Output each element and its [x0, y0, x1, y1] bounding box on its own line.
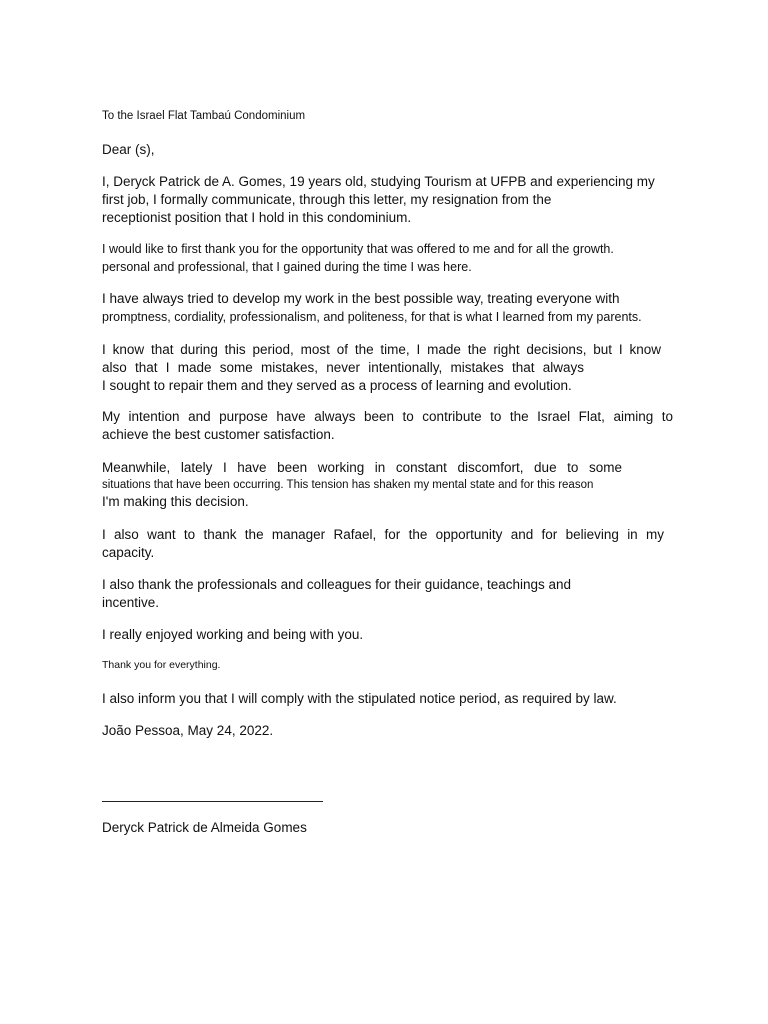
- salutation-text: Dear (s),: [102, 142, 155, 157]
- paragraph-4-line-3: I sought to repair them and they served as a process of learning and evolution.: [102, 378, 572, 393]
- paragraph-6-line-2: situations that have been occurring. This tension has shaken my mental state and for this reason: [102, 479, 594, 491]
- paragraph-7-line-2: capacity.: [102, 545, 155, 560]
- paragraph-10: [102, 658, 220, 672]
- paragraph-4-line-1: I know that during this period, most of the time, I made the right decisions, but I know: [102, 342, 661, 357]
- paragraph-6-line-3: I'm making this decision.: [102, 494, 249, 509]
- paragraph-1-line-1: I, Deryck Patrick de A. Gomes, 19 years old, studying Tourism at UFPB and experiencing my: [102, 174, 655, 189]
- paragraph-7-line-1: I also want to thank the manager Rafael, for the opportunity and for believing in my: [102, 527, 664, 542]
- paragraph-5-line-1: My intention and purpose have always been to contribute to the Israel Flat, aiming to: [102, 409, 673, 424]
- paragraph-1-line-3: receptionist position that I hold in this condominium.: [102, 210, 412, 225]
- paragraph-7: [102, 526, 664, 562]
- paragraph-9: [102, 626, 363, 644]
- paragraph-1: [102, 173, 655, 227]
- signature-line: [102, 801, 323, 802]
- signature-name-text: Deryck Patrick de Almeida Gomes: [102, 820, 307, 835]
- paragraph-10-text: Thank you for everything.: [102, 659, 221, 671]
- paragraph-3: [102, 290, 642, 326]
- signature-name: [102, 819, 307, 837]
- paragraph-4-line-2: also that I made some mistakes, never intentionally, mistakes that always: [102, 360, 584, 375]
- paragraph-4: [102, 341, 664, 395]
- paragraph-2-line-1: I would like to first thank you for the opportunity that was offered to me and for all the growth.: [102, 242, 614, 256]
- paragraph-8-line-1: I also thank the professionals and colleagues for their guidance, teachings and: [102, 577, 572, 592]
- paragraph-3-line-1: I have always tried to develop my work in the best possible way, treating everyone with: [102, 291, 620, 306]
- place-date: [102, 722, 273, 740]
- paragraph-1-line-2: first job, I formally communicate, through this letter, my resignation from the: [102, 192, 552, 207]
- paragraph-6-line-1: Meanwhile, lately I have been working in constant discomfort, due to some: [102, 460, 622, 475]
- addressee-line: [102, 108, 305, 125]
- paragraph-2: [102, 240, 614, 276]
- place-date-text: João Pessoa, May 24, 2022.: [102, 723, 274, 738]
- paragraph-11: [102, 690, 617, 708]
- paragraph-3-line-2: promptness, cordiality, professionalism, and politeness, for that is what I learned from my parents.: [102, 310, 642, 324]
- paragraph-8-line-2: incentive.: [102, 595, 160, 610]
- paragraph-8: [102, 576, 571, 612]
- paragraph-9-text: I really enjoyed working and being with you.: [102, 627, 364, 642]
- addressee-text: To the Israel Flat Tambaú Condominium: [102, 110, 306, 122]
- paragraph-6: [102, 459, 622, 511]
- salutation: [102, 141, 155, 159]
- paragraph-11-text: I also inform you that I will comply with the stipulated notice period, as required by law.: [102, 691, 617, 706]
- paragraph-2-line-2: personal and professional, that I gained during the time I was here.: [102, 260, 472, 274]
- paragraph-5: [102, 408, 673, 444]
- paragraph-5-line-2: achieve the best customer satisfaction.: [102, 427, 335, 442]
